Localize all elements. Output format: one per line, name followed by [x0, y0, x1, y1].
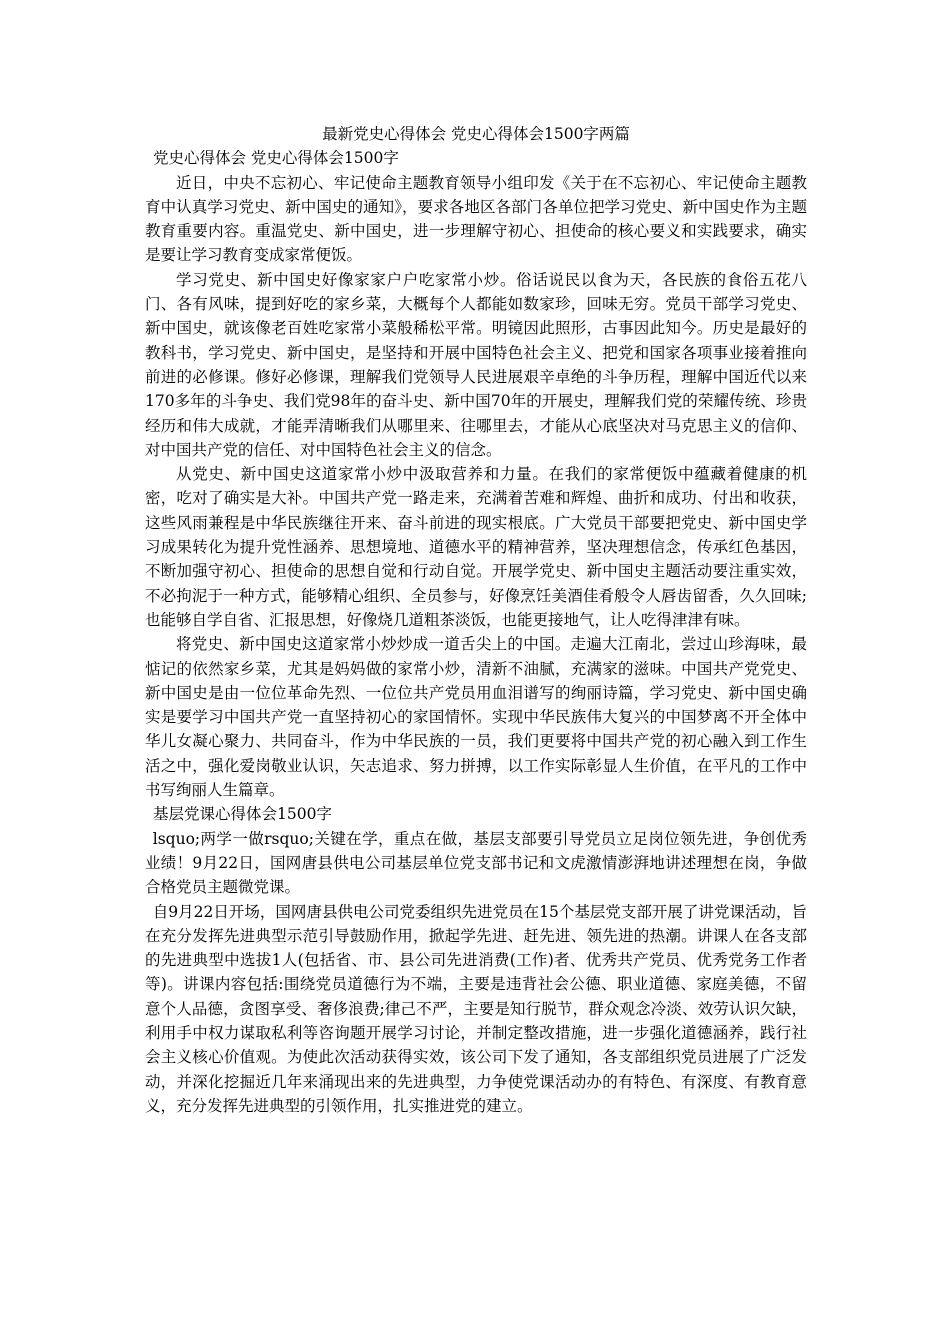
section-heading-1: 党史心得体会 党史心得体会1500字: [153, 149, 399, 168]
paragraph: 近日，中央不忘初心、牢记使命主题教育领导小组印发《关于在不忘初心、牢记使命主题教育中认真学习党史、新中国史的通知》，要求各地区各部门各单位把学习党史、新中国史作为主题教育重要内容。重温党史、新中国史，进一步理解守初心、担使命的核心要义和实践要求，确实是要让学习教育变成家常便饭。: [145, 173, 807, 265]
paragraph: 学习党史、新中国史好像家家户户吃家常小炒。俗话说民以食为天，各民族的食俗五花八门、各有风味，提到好吃的家乡菜，大概每个人都能如数家珍，回味无穷。党员干部学习党史、新中国史，就该像老百姓吃家常小菜般稀松平常。明镜因此照形，古事因此知今。历史是最好的教科书，学习党史、新中国史，是坚持和开展中国特色社会主义、把党和国家各项事业接着推向前进的必修课。修好必修课，理解我们党领导人民进展艰辛卓绝的斗争历程，理解中国近代以来170多年的斗争史、我们党98年的奋斗史、新中国70年的开展史，理解我们党的荣耀传统、珍贵经历和伟大成就，才能弄清晰我们从哪里来、往哪里去，才能从心底坚决对马克思主义的信仰、对中国共产党的信任、对中国特色社会主义的信念。: [145, 270, 807, 459]
paragraph: lsquo;两学一做rsquo;关键在学，重点在做，基层支部要引导党员立足岗位领先进，争创优秀业绩！9月22日，国网唐县供电公司基层单位党支部书记和文虎激情澎湃地讲述理想在岗，争做合格党员主题微党课。: [145, 829, 807, 897]
paragraph: 自9月22日开场，国网唐县供电公司党委组织先进党员在15个基层党支部开展了讲党课活动，旨在充分发挥先进典型示范引导鼓励作用，掀起学先进、赶先进、领先进的热潮。讲课人在各支部的先进典型中选拔1人(包括省、市、县公司先进消费(工作)者、优秀共产党员、优秀党务工作者等)。讲课内容包括:围绕党员道德行为不端，主要是违背社会公德、职业道德、家庭美德，不留意个人品德，贪图享受、奢侈浪费;律己不严，主要是知行脱节，群众观念冷淡、效劳认识欠缺，利用手中权力谋取私利等咨询题开展学习讨论，并制定整改措施，进一步强化道德涵养，践行社会主义核心价值观。为使此次活动获得实效，该公司下发了通知，各支部组织党员进展了广泛发动，并深化挖掘近几年来涌现出来的先进典型，力争使党课活动办的有特色、有深度、有教育意义，充分发挥先进典型的引领作用，扎实推进党的建立。: [145, 902, 807, 1115]
paragraph: 将党史、新中国史这道家常小炒炒成一道舌尖上的中国。走遍大江南北，尝过山珍海味，最惦记的依然家乡菜，尤其是妈妈做的家常小炒，清新不油腻，充满家的滋味。中国共产党党史、新中国史是由一位位革命先烈、一位位共产党员用血泪谱写的绚丽诗篇，学习党史、新中国史确实是要学习中国共产党一直坚持初心的家国情怀。实现中华民族伟大复兴的中国梦离不开全体中华儿女凝心聚力、共同奋斗，作为中华民族的一员，我们更要将中国共产党的初心融入到工作生活之中，强化爱岗敬业认识，矢志追求、努力拼搏，以工作实际彰显人生价值，在平凡的工作中书写绚丽人生篇章。: [145, 635, 807, 800]
document-title: 最新党史心得体会 党史心得体会1500字两篇: [322, 125, 630, 143]
document-page: [145, 122, 807, 1118]
paragraph: 从党史、新中国史这道家常小炒中汲取营养和力量。在我们的家常便饭中蕴藏着健康的机密，吃对了确实是大补。中国共产党一路走来，充满着苦难和辉煌、曲折和成功、付出和收获，这些风雨兼程是中华民族继往开来、奋斗前进的现实根底。广大党员干部要把党史、新中国史学习成果转化为提升党性涵养、思想境地、道德水平的精神营养，坚决理想信念，传承红色基因，不断加强守初心、担使命的思想自觉和行动自觉。开展学党史、新中国史主题活动要注重实效，不必拘泥于一种方式，能够精心组织、全员参与，好像烹饪美酒佳肴般令人唇齿留香，久久回味;也能够自学自省、汇报思想，好像烧几道粗茶淡饭，也能更接地气，让人吃得津津有味。: [145, 465, 807, 629]
section-heading-2: 基层党课心得体会1500字: [153, 805, 332, 824]
